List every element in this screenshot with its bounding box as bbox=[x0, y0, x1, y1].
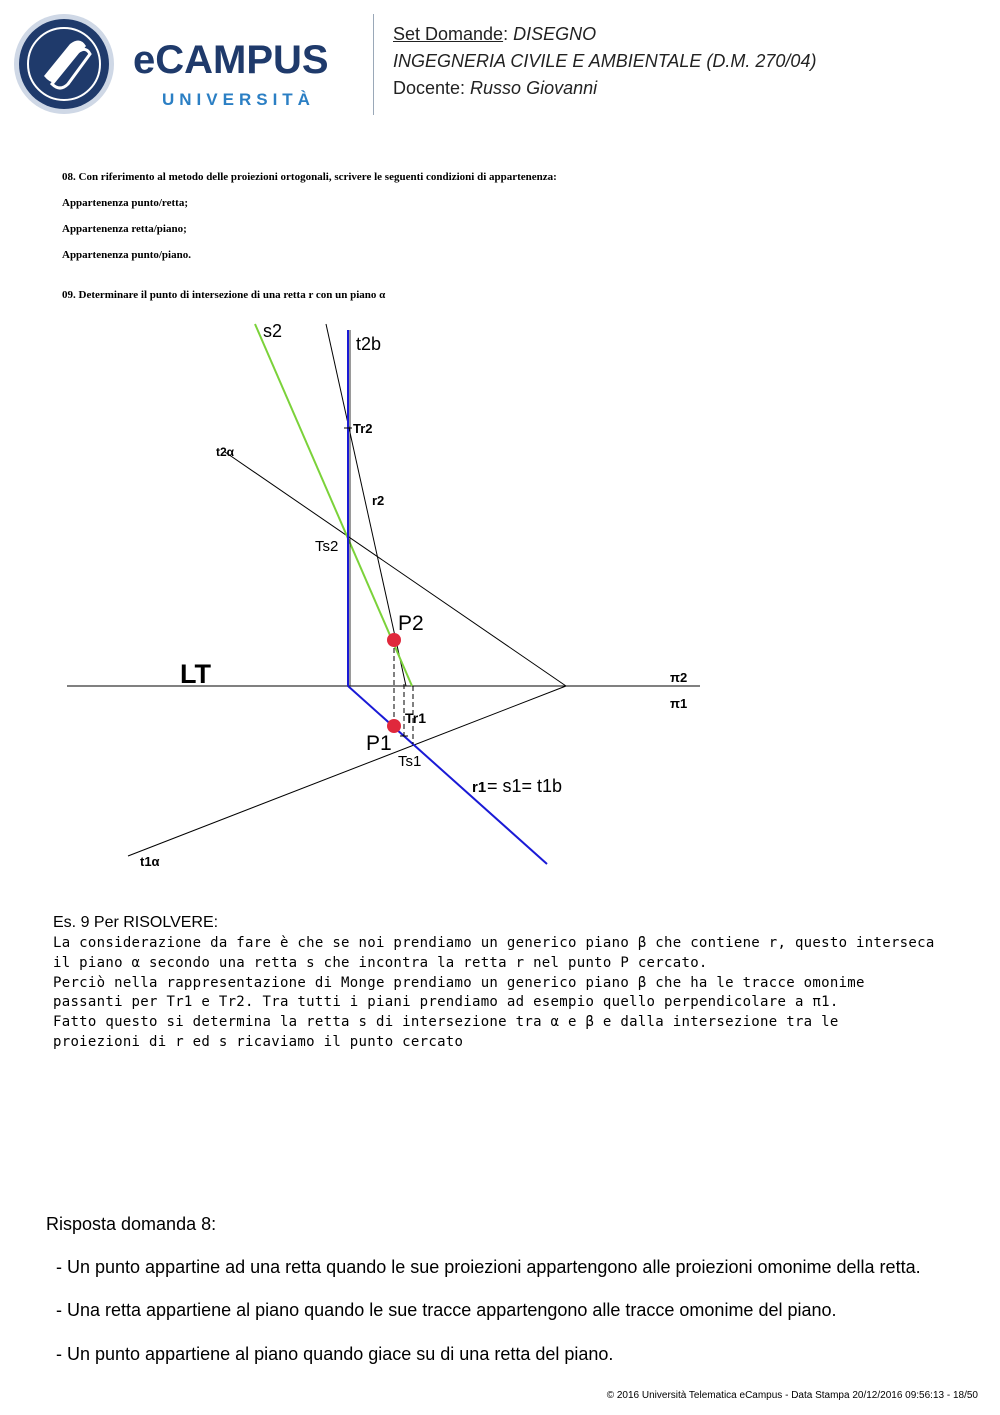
es9-line-5: Fatto questo si determina la retta s di intersezione tra α e β e dalla intersezione tra le bbox=[53, 1014, 839, 1030]
line-r1 bbox=[348, 686, 547, 864]
monge-diagram bbox=[60, 316, 720, 876]
answer-08-item-1: - Un punto appartine ad una retta quando le sue proiezioni appartengono alle proiezioni omonime della retta. bbox=[56, 1257, 921, 1277]
question-08-item-3: Appartenenza punto/piano. bbox=[62, 249, 191, 261]
line-r2 bbox=[326, 324, 406, 686]
label-t2b: t2b bbox=[356, 334, 382, 354]
question-08: 08. Con riferimento al metodo delle proiezioni ortogonali, scrivere le seguenti condizioni di appartenenza: bbox=[62, 171, 557, 183]
es9-line-2: il piano α secondo una retta s che incontra la retta r nel punto P cercato. bbox=[53, 955, 708, 971]
label-r1-rest: = s1= t1b bbox=[487, 776, 563, 796]
question-08-item-1: Appartenenza punto/retta; bbox=[62, 197, 188, 209]
logo-emblem-icon bbox=[14, 14, 134, 116]
label-r1: r1 bbox=[472, 779, 487, 796]
label-lt: LT bbox=[180, 659, 211, 689]
label-ts1: Ts1 bbox=[398, 753, 422, 770]
header-divider bbox=[373, 14, 374, 115]
logo-brand: eCAMPUS bbox=[133, 38, 329, 82]
teacher-line bbox=[393, 75, 597, 101]
es9-title: Es. 9 Per RISOLVERE: bbox=[53, 914, 219, 931]
label-t2a: t2α bbox=[216, 445, 235, 459]
set-label: Set Domande bbox=[393, 24, 504, 44]
answer-08-item-2: - Una retta appartiene al piano quando le sue tracce appartengono alle tracce omonime del piano. bbox=[56, 1300, 837, 1320]
footer: © 2016 Università Telematica eCampus - Data Stampa 20/12/2016 09:56:13 - 18/50 bbox=[606, 1390, 978, 1401]
label-s2: s2 bbox=[263, 321, 283, 341]
label-r2: r2 bbox=[372, 493, 385, 508]
label-tr2: Tr2 bbox=[353, 421, 373, 436]
label-p1: P1 bbox=[366, 732, 392, 755]
label-t1a: t1α bbox=[140, 854, 160, 869]
es9-line-4: passanti per Tr1 e Tr2. Tra tutti i piani prendiamo ad esempio quello perpendicolare a π1. bbox=[53, 994, 839, 1010]
answer-08-title: Risposta domanda 8: bbox=[46, 1214, 217, 1234]
label-p2: P2 bbox=[398, 612, 424, 635]
course-line bbox=[393, 48, 816, 74]
label-tr1: Tr1 bbox=[405, 710, 427, 726]
question-09: 09. Determinare il punto di intersezione di una retta r con un piano α bbox=[62, 289, 386, 301]
point-p1 bbox=[387, 719, 401, 733]
set-value: DISEGNO bbox=[513, 24, 597, 44]
teacher-name: Russo Giovanni bbox=[470, 78, 598, 98]
label-pi1: π1 bbox=[670, 696, 688, 711]
trace-t1-alpha bbox=[128, 686, 566, 856]
course-name: INGEGNERIA CIVILE E AMBIENTALE (D.M. 270/04) bbox=[393, 51, 817, 71]
point-p2 bbox=[387, 633, 401, 647]
label-ts2: Ts2 bbox=[315, 538, 339, 555]
trace-t2-alpha bbox=[225, 452, 566, 686]
es9-line-1: La considerazione da fare è che se noi prendiamo un generico piano β che contiene r, questo interseca bbox=[53, 935, 935, 951]
es9-line-3: Perciò nella rappresentazione di Monge prendiamo un generico piano β che ha le tracce omonime bbox=[53, 975, 865, 991]
answer-08-item-3: - Un punto appartiene al piano quando giace su di una retta del piano. bbox=[56, 1344, 614, 1364]
label-pi2: π2 bbox=[670, 670, 688, 685]
logo-sub: UNIVERSITÀ bbox=[162, 90, 315, 109]
line-s2 bbox=[255, 324, 412, 686]
question-08-item-2: Appartenenza retta/piano; bbox=[62, 223, 187, 235]
teacher-label: Docente: bbox=[393, 78, 471, 98]
set-line: Set Domande: DISEGNO bbox=[393, 24, 597, 44]
es9-line-6: proiezioni di r ed s ricaviamo il punto cercato bbox=[53, 1034, 464, 1050]
